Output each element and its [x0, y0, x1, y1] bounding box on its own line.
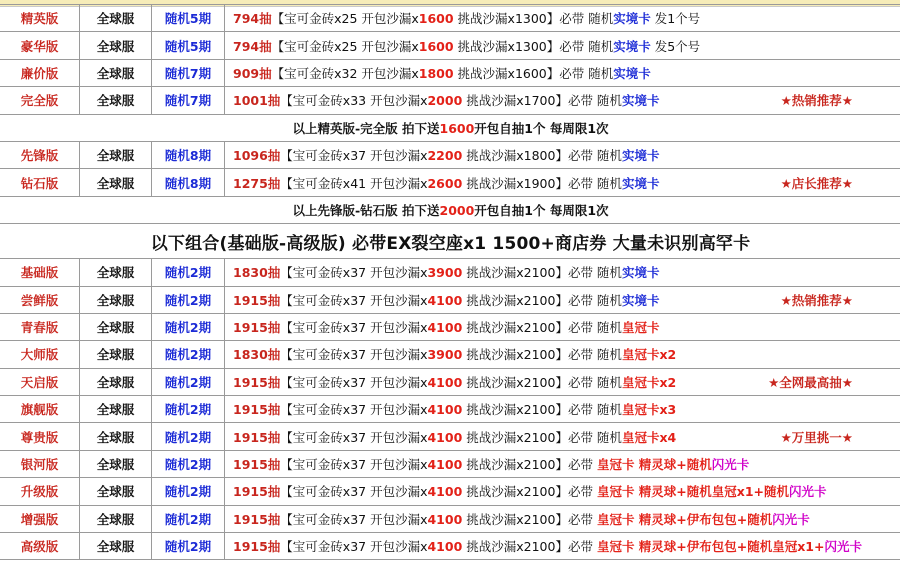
contents-cell: [225, 5, 900, 32]
card-bonus: 实境卡: [621, 292, 660, 308]
table-row: [0, 5, 900, 32]
table-row: [0, 87, 900, 114]
draw-count: 1096抽: [233, 148, 281, 164]
region-cell: 全球服: [80, 87, 152, 114]
draw-count: 794抽: [233, 38, 272, 54]
contents-text-tail: 挑战沙漏x1300】必带 随机: [453, 11, 614, 27]
table-row: [0, 141, 900, 168]
draw-count: 909抽: [233, 65, 272, 81]
contents-cell: [225, 87, 900, 114]
contents-cell: [225, 59, 900, 86]
card-bonus-extra: 发1个号: [650, 11, 701, 27]
contents-text: 【宝可金砖x37 开包沙漏x: [280, 539, 428, 555]
version-cell: 基础版: [0, 259, 80, 286]
notice-prefix: 以上精英版-完全版 拍下送: [292, 120, 440, 136]
period-cell: 随机2期: [152, 259, 225, 286]
period-cell: 随机7期: [152, 59, 225, 86]
version-cell: 先锋版: [0, 141, 80, 168]
version-cell: 增强版: [0, 505, 80, 532]
version-cell: 完全版: [0, 87, 80, 114]
contents-text: 【宝可金砖x37 开包沙漏x: [280, 429, 428, 445]
card-bonus: 实境卡: [613, 11, 651, 27]
table-row: [0, 32, 900, 59]
contents-cell: [225, 169, 900, 196]
period-cell: 随机2期: [152, 341, 225, 368]
card-bonus: 实境卡: [613, 38, 651, 54]
contents-cell: [225, 32, 900, 59]
contents-cell: [225, 478, 900, 505]
period-cell: 随机2期: [152, 423, 225, 450]
hourglass-count: 2000: [427, 93, 463, 109]
contents-text-tail: 挑战沙漏x2100】必带: [462, 484, 597, 500]
notice-prefix: 以上先锋版-钻石版 拍下送: [292, 202, 440, 218]
region-cell: 全球服: [80, 341, 152, 368]
card-bonus: 实境卡: [621, 148, 660, 164]
contents-text-tail: 挑战沙漏x1900】必带 随机: [462, 175, 622, 191]
price-table: [0, 4, 900, 560]
card-bonus: 皇冠卡x2: [621, 374, 677, 390]
contents-text: 【宝可金砖x37 开包沙漏x: [280, 148, 428, 164]
version-cell: 廉价版: [0, 59, 80, 86]
hourglass-count: 1600: [418, 38, 454, 54]
contents-text-tail: 挑战沙漏x2100】必带 随机: [462, 292, 622, 308]
contents-text: 【宝可金砖x37 开包沙漏x: [280, 374, 428, 390]
contents-cell: [225, 423, 900, 450]
region-cell: 全球服: [80, 478, 152, 505]
notice-suffix: 开包自抽1个 每周限1次: [474, 202, 609, 218]
hourglass-count: 4100: [427, 429, 463, 445]
contents-text: 【宝可金砖x37 开包沙漏x: [280, 457, 428, 473]
contents-text-tail: 挑战沙漏x2100】必带 随机: [462, 374, 622, 390]
contents-cell: [225, 313, 900, 340]
contents-text-tail: 挑战沙漏x1800】必带 随机: [462, 148, 622, 164]
hourglass-count: 4100: [427, 484, 463, 500]
table-row: [0, 396, 900, 423]
period-cell: 随机8期: [152, 169, 225, 196]
period-cell: 随机7期: [152, 87, 225, 114]
version-cell: 精英版: [0, 5, 80, 32]
contents-text: 【宝可金砖x37 开包沙漏x: [280, 292, 428, 308]
region-cell: 全球服: [80, 533, 152, 560]
version-cell: 钻石版: [0, 169, 80, 196]
contents-cell: [225, 450, 900, 477]
hourglass-count: 4100: [427, 292, 463, 308]
notice-number: 2000: [439, 202, 475, 218]
table-row: [0, 533, 900, 560]
table-row: [0, 478, 900, 505]
draw-count: 1915抽: [233, 484, 281, 500]
notice-text: [0, 196, 900, 223]
version-cell: 旗舰版: [0, 396, 80, 423]
draw-count: 1830抽: [233, 265, 281, 281]
version-cell: 大师版: [0, 341, 80, 368]
contents-text: 【宝可金砖x25 开包沙漏x: [271, 38, 419, 54]
version-cell: 尝鲜版: [0, 286, 80, 313]
contents-text-tail: 挑战沙漏x2100】必带 随机: [462, 402, 622, 418]
contents-cell: [225, 259, 900, 286]
draw-count: 1915抽: [233, 511, 281, 527]
hourglass-count: 4100: [427, 320, 463, 336]
table-row: [0, 169, 900, 196]
contents-text-tail: 挑战沙漏x2100】必带 随机: [462, 320, 622, 336]
region-cell: 全球服: [80, 313, 152, 340]
version-cell: 高级版: [0, 533, 80, 560]
contents-text-tail: 挑战沙漏x2100】必带: [462, 539, 597, 555]
hourglass-count: 2600: [427, 175, 463, 191]
hourglass-count: 3900: [427, 265, 463, 281]
card-bonus: 皇冠卡 精灵球+随机: [596, 457, 712, 473]
card-bonus-extra: 闪光卡: [772, 511, 810, 527]
contents-cell: [225, 141, 900, 168]
contents-text-tail: 挑战沙漏x1300】必带 随机: [453, 38, 614, 54]
draw-count: 1915抽: [233, 429, 281, 445]
card-bonus: 皇冠卡: [621, 320, 660, 336]
period-cell: 随机2期: [152, 368, 225, 395]
recommend-badge: ★热销推荐★: [780, 292, 853, 308]
draw-count: 1915抽: [233, 320, 281, 336]
hourglass-count: 4100: [427, 457, 463, 473]
region-cell: 全球服: [80, 423, 152, 450]
card-bonus-extra: 闪光卡: [789, 484, 827, 500]
region-cell: 全球服: [80, 286, 152, 313]
card-bonus: 皇冠卡 精灵球+随机皇冠x1+随机: [596, 484, 789, 500]
contents-text: 【宝可金砖x41 开包沙漏x: [280, 175, 428, 191]
table-row: [0, 59, 900, 86]
draw-count: 1915抽: [233, 292, 281, 308]
contents-text-tail: 挑战沙漏x1600】必带 随机: [453, 65, 614, 81]
contents-cell: [225, 368, 900, 395]
recommend-badge: ★店长推荐★: [780, 175, 853, 191]
period-cell: 随机2期: [152, 313, 225, 340]
draw-count: 1915抽: [233, 457, 281, 473]
region-cell: 全球服: [80, 450, 152, 477]
section-banner: 以下组合(基础版-高级版) 必带EX裂空座x1 1500+商店券 大量未识别高罕卡: [0, 224, 900, 259]
contents-cell: [225, 505, 900, 532]
draw-count: 1830抽: [233, 347, 281, 363]
table-row: [0, 286, 900, 313]
draw-count: 794抽: [233, 11, 272, 27]
period-cell: 随机8期: [152, 141, 225, 168]
contents-text-tail: 挑战沙漏x2100】必带 随机: [462, 429, 622, 445]
hourglass-count: 4100: [427, 511, 463, 527]
period-cell: 随机2期: [152, 533, 225, 560]
region-cell: 全球服: [80, 169, 152, 196]
hourglass-count: 4100: [427, 402, 463, 418]
draw-count: 1275抽: [233, 175, 281, 191]
notice-suffix: 开包自抽1个 每周限1次: [474, 120, 609, 136]
hourglass-count: 2200: [427, 148, 463, 164]
table-row: [0, 423, 900, 450]
card-bonus: 皇冠卡 精灵球+伊布包包+随机皇冠x1+: [596, 539, 825, 555]
contents-cell: [225, 396, 900, 423]
table-row: [0, 313, 900, 340]
contents-cell: [225, 533, 900, 560]
draw-count: 1001抽: [233, 93, 281, 109]
hourglass-count: 3900: [427, 347, 463, 363]
recommend-badge: ★全网最高抽★: [768, 374, 853, 390]
version-cell: 尊贵版: [0, 423, 80, 450]
card-bonus: 皇冠卡x2: [621, 347, 677, 363]
period-cell: 随机2期: [152, 286, 225, 313]
contents-text: 【宝可金砖x37 开包沙漏x: [280, 347, 428, 363]
version-cell: 豪华版: [0, 32, 80, 59]
hourglass-count: 1600: [418, 11, 454, 27]
card-bonus: 实境卡: [621, 175, 660, 191]
region-cell: 全球服: [80, 396, 152, 423]
contents-text: 【宝可金砖x37 开包沙漏x: [280, 484, 428, 500]
card-bonus: 实境卡: [621, 93, 660, 109]
period-cell: 随机2期: [152, 505, 225, 532]
contents-text-tail: 挑战沙漏x2100】必带 随机: [462, 265, 622, 281]
contents-text: 【宝可金砖x37 开包沙漏x: [280, 265, 428, 281]
hourglass-count: 4100: [427, 539, 463, 555]
contents-text-tail: 挑战沙漏x2100】必带 随机: [462, 347, 622, 363]
contents-text: 【宝可金砖x25 开包沙漏x: [271, 11, 419, 27]
card-bonus: 实境卡: [613, 65, 651, 81]
period-cell: 随机2期: [152, 396, 225, 423]
version-cell: 银河版: [0, 450, 80, 477]
draw-count: 1915抽: [233, 374, 281, 390]
card-bonus-extra: 闪光卡: [711, 457, 750, 473]
hourglass-count: 1800: [418, 65, 454, 81]
region-cell: 全球服: [80, 259, 152, 286]
version-cell: 青春版: [0, 313, 80, 340]
contents-text-tail: 挑战沙漏x2100】必带: [462, 511, 597, 527]
table-row: [0, 368, 900, 395]
recommend-badge: ★热销推荐★: [780, 93, 853, 109]
period-cell: 随机2期: [152, 450, 225, 477]
card-bonus: 皇冠卡x3: [621, 402, 677, 418]
period-cell: 随机5期: [152, 5, 225, 32]
table-row: [0, 259, 900, 286]
contents-cell: [225, 341, 900, 368]
contents-text: 【宝可金砖x37 开包沙漏x: [280, 402, 428, 418]
price-table-body: [0, 5, 900, 560]
region-cell: 全球服: [80, 59, 152, 86]
card-bonus: 皇冠卡 精灵球+伊布包包+随机: [596, 511, 773, 527]
hourglass-count: 4100: [427, 374, 463, 390]
recommend-badge: ★万里挑一★: [780, 429, 853, 445]
contents-text-tail: 挑战沙漏x2100】必带: [462, 457, 597, 473]
contents-cell: [225, 286, 900, 313]
card-bonus: 实境卡: [621, 265, 660, 281]
region-cell: 全球服: [80, 141, 152, 168]
region-cell: 全球服: [80, 5, 152, 32]
table-row: [0, 450, 900, 477]
version-cell: 天启版: [0, 368, 80, 395]
card-bonus-extra: 发5个号: [650, 38, 701, 54]
contents-text: 【宝可金砖x37 开包沙漏x: [280, 511, 428, 527]
region-cell: 全球服: [80, 505, 152, 532]
version-cell: 升级版: [0, 478, 80, 505]
contents-text: 【宝可金砖x32 开包沙漏x: [271, 65, 419, 81]
region-cell: 全球服: [80, 32, 152, 59]
table-row: [0, 341, 900, 368]
card-bonus-extra: 闪光卡: [824, 539, 862, 555]
contents-text-tail: 挑战沙漏x1700】必带 随机: [462, 93, 622, 109]
region-cell: 全球服: [80, 368, 152, 395]
period-cell: 随机2期: [152, 478, 225, 505]
draw-count: 1915抽: [233, 402, 281, 418]
notice-number: 1600: [439, 120, 475, 136]
draw-count: 1915抽: [233, 539, 281, 555]
card-bonus: 皇冠卡x4: [621, 429, 677, 445]
contents-text: 【宝可金砖x37 开包沙漏x: [280, 320, 428, 336]
notice-row: [0, 114, 900, 141]
notice-text: [0, 114, 900, 141]
banner-row: [0, 224, 900, 259]
contents-text: 【宝可金砖x33 开包沙漏x: [280, 93, 428, 109]
notice-row: [0, 196, 900, 223]
period-cell: 随机5期: [152, 32, 225, 59]
table-row: [0, 505, 900, 532]
